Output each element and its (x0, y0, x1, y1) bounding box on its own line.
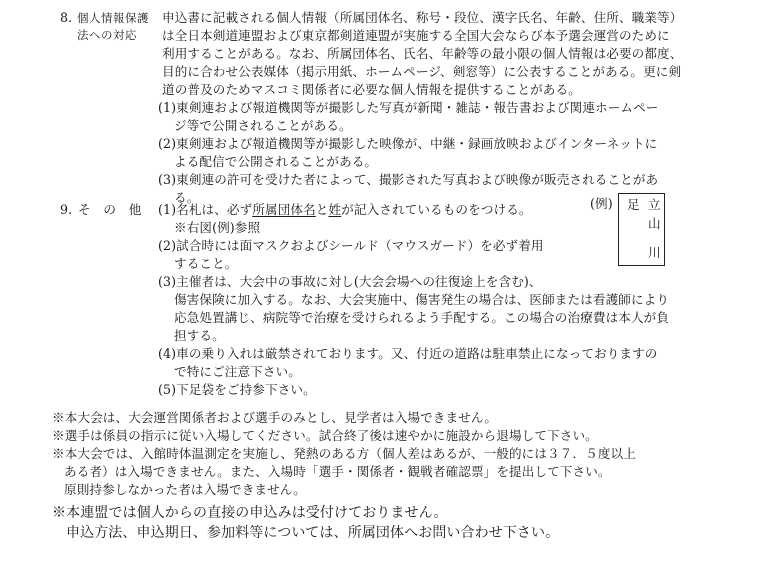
nametag-char-1: 足 (627, 197, 640, 212)
nametag-char-2: 立 (648, 197, 661, 212)
section-9-number: 9. (60, 202, 73, 217)
nametag-rule-organization: 所属団体名 (252, 202, 316, 217)
section-8-paragraph-line2: は全日本剣道連盟および東京都剣道連盟が実施する全国大会ならび本予選会運営のために (162, 28, 670, 43)
section-9-item-3-line3: 応急処置講じ、病院等で治療を受けられるよう手配する。この場合の治療費は本人が負 (174, 310, 670, 325)
section-8-item-2-line2: よる配信で公開されることがある。 (174, 154, 378, 169)
nametag-example-label: (例) (590, 196, 613, 211)
section-8-heading-line2: 法への対応 (77, 28, 137, 42)
section-9-item-1-line1 (158, 204, 532, 217)
section-8-number: 8. (60, 10, 73, 25)
section-8-paragraph-line4: 目的に合わせ公表媒体（掲示用紙、ホームページ、剣窓等）に公表することがある。更に剣 (162, 64, 682, 79)
section-8-paragraph-line3: 利用することがある。なお、所属団体名、氏名、年齢等の最小限の個人情報は必要の都度、 (162, 46, 683, 61)
section-9-heading: そ の 他 (78, 202, 142, 217)
section-8-paragraph-line5: 道の普及のためマスコミ関係者に必要な個人情報を提供することがある。 (162, 82, 581, 97)
nametag-rule-connector: と (315, 202, 329, 217)
note-temperature-line3: 原則持参しなかった者は入場できません。 (64, 482, 306, 497)
footer-notice-line1: ※本連盟では個人からの直接の申込みは受付けておりません。 (52, 505, 448, 521)
section-9-item-5: (5)下足袋をご持参下さい。 (158, 382, 316, 397)
section-8-paragraph-line1: 申込書に記載される個人情報（所属団体名、称号・段位、漢字氏名、年齢、住所、職業等） (162, 10, 683, 25)
section-9-item-1-line2: ※右図(例)参照 (174, 220, 261, 235)
section-8-item-1-line1: (1)東剣連および報道機関等が撮影した写真が新聞・雑誌・報告書および関連ホームペー (158, 100, 659, 115)
section-9-item-4-line2: で特にご注意下さい。 (174, 364, 301, 379)
note-temperature-line2: ある者）は入場できません。また、入場時「選手・関係者・観戦者確認票」を提出して下さい。 (64, 464, 611, 479)
footer-notice-line2: 申込方法、申込期日、参加料等については、所属団体へお問い合わせ下さい。 (66, 525, 560, 541)
nametag-rule-surname: 姓 (328, 202, 342, 217)
section-9-item-2-line2: すること。 (174, 256, 238, 271)
nametag-rule-prefix: (1)名札は、必ず (158, 202, 253, 217)
section-9-item-4-line1: (4)車の乗り入れは厳禁されております。又、付近の道路は駐車禁止になっておりますの (158, 346, 658, 361)
note-spectators: ※本大会は、大会運営関係者および選手のみとし、見学者は入場できません。 (52, 410, 498, 425)
section-9-item-3-line4: 担する。 (174, 328, 225, 343)
note-entry-exit: ※選手は係員の指示に従い入場してください。試合終了後は速やかに施設から退場して下さい。 (52, 428, 598, 443)
section-9-item-2-line1: (2)試合時には面マスクおよびシールド（マウスガード）を必ず着用 (158, 238, 544, 253)
section-8-item-2-line1: (2)東剣連および報道機関等が撮影した映像が、中継・録画放映およびインターネットに (158, 136, 658, 151)
section-8-item-3-line1: (3)東剣連の許可を受けた者によって、撮影された写真および映像が販売されることがあ (158, 172, 659, 187)
section-9-item-3-line2: 傷害保険に加入する。なお、大会実施中、傷害発生の場合は、医師または看護師により (174, 292, 670, 307)
nametag-char-3: 山 (648, 216, 661, 231)
nametag-example-box (618, 193, 665, 266)
note-temperature-line1: ※本大会では、入館時体温測定を実施し、発熱のある方（個人差はあるが、一般的には３７．５度以上 (52, 446, 636, 461)
section-8-item-1-line2: ジ等で公開されることがある。 (174, 118, 352, 133)
nametag-char-4: 川 (648, 245, 661, 260)
section-8-heading-line1: 個人情報保護 (77, 11, 149, 25)
section-9-item-3-line1: (3)主催者は、大会中の事故に対し(大会会場への往復途上を含む)、 (158, 274, 542, 289)
section-8-item-3-line2: る。 (174, 190, 200, 205)
nametag-rule-suffix: が記入されているものをつける。 (341, 202, 532, 217)
